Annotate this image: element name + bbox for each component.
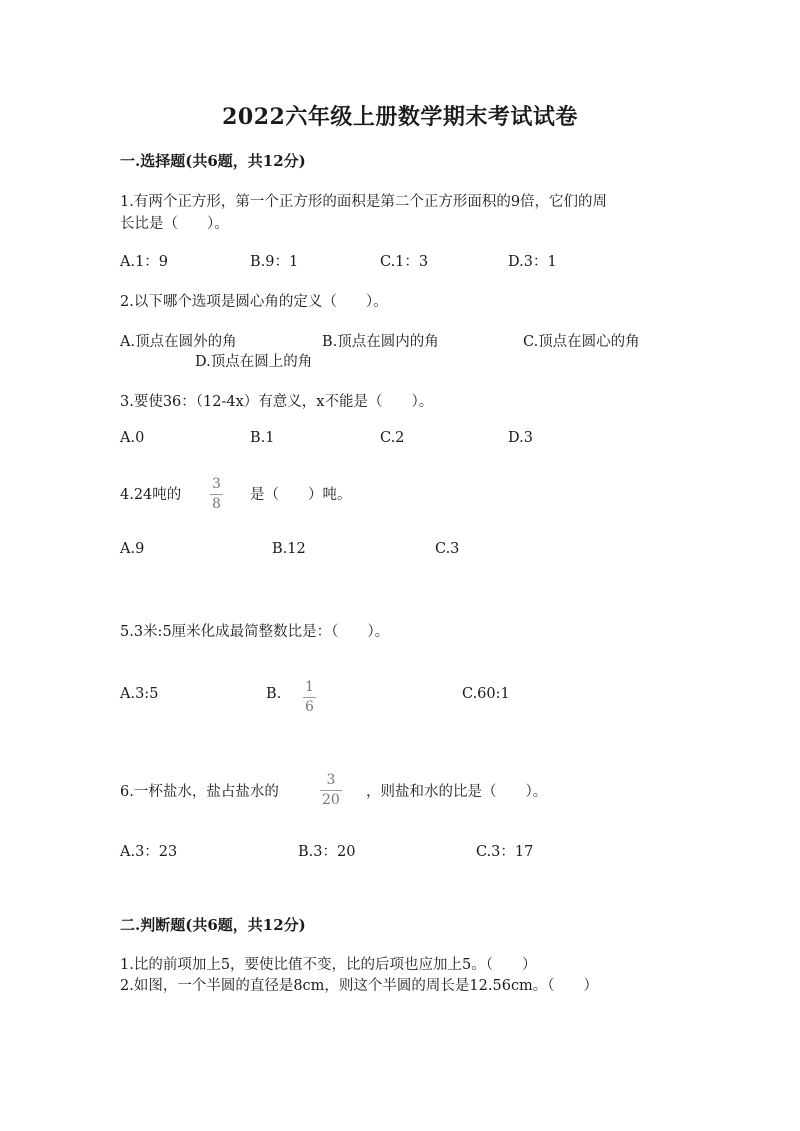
option-a: A.顶点在圆外的角 [120,334,237,350]
question-text: 2.以下哪个选项是圆心角的定义（ ）。 [120,294,388,310]
question-text: 2.如图，一个半圆的直径是8cm，则这个半圆的周长是12.56cm。（ ） [120,978,599,994]
option-a: A.3：23 [120,844,178,860]
question-text: 1.比的前项加上5，要使比值不变，比的后项也应加上5。（ ） [120,957,537,973]
option-b: B.3：20 [298,844,356,860]
question-text: 5.3米:5厘米化成最简整数比是：（ ）。 [120,624,390,640]
section-heading-choice: 一.选择题(共6题，共12分) [120,152,306,170]
option-b: B.12 [272,541,306,557]
question-text-suffix: ，则盐和水的比是（ ）。 [366,784,548,800]
option-a: A.0 [120,430,145,446]
option-b: B.1 [250,430,275,446]
option-d: D.3 [508,430,533,446]
question-text: 长比是（ ）。 [120,216,229,232]
option-b: B. [266,686,282,702]
option-c: C.顶点在圆心的角 [523,334,640,350]
option-d: D.3：1 [508,254,557,270]
fraction-denominator: 8 [212,496,221,512]
fraction [320,773,342,808]
option-c: C.3：17 [476,844,534,860]
option-a: A.3:5 [120,686,159,702]
fraction-numerator: 3 [326,772,336,788]
fraction [210,477,223,512]
fraction-denominator: 20 [322,792,340,808]
option-c: C.1：3 [380,254,429,270]
question-text-prefix: 4.24吨的 [120,487,182,503]
question-text-prefix: 6.一杯盐水，盐占盐水的 [120,784,279,800]
option-c: C.60:1 [462,686,510,702]
section-heading-judgement: 二.判断题(共6题，共12分) [120,916,306,934]
fraction-bar [210,494,223,495]
option-a: A.1：9 [120,254,169,270]
option-a: A.9 [120,541,145,557]
option-c: C.2 [380,430,405,446]
question-text: 3.要使36：（12-4x）有意义，x不能是（ ）。 [120,394,434,410]
fraction-numerator: 3 [212,476,221,492]
question-text: 1.有两个正方形，第一个正方形的面积是第二个正方形面积的9倍，它们的周 [120,194,608,210]
question-text-suffix: 是（ ）吨。 [250,487,352,503]
option-b: B.9：1 [250,254,299,270]
option-b: B.顶点在圆内的角 [322,334,439,350]
fraction-denominator: 6 [305,699,314,715]
option-d: D.顶点在圆上的角 [195,354,313,370]
option-c: C.3 [435,541,460,557]
page-title: 2022六年级上册数学期末考试试卷 [222,104,578,130]
fraction-bar [320,790,342,791]
fraction [303,680,316,715]
fraction-bar [303,697,316,698]
fraction-numerator: 1 [305,679,314,695]
